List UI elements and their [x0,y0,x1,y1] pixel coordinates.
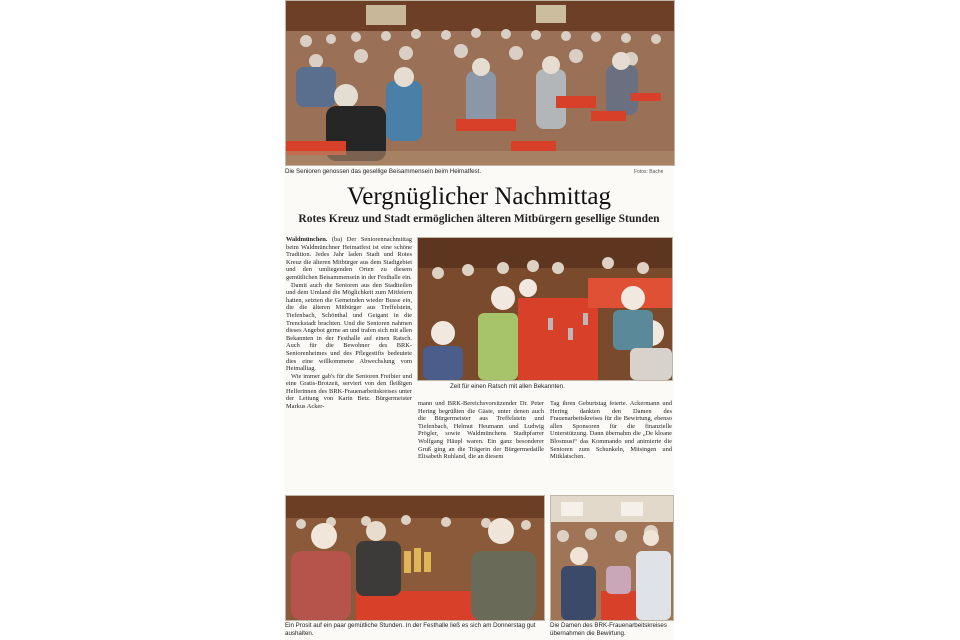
headline: Vergnüglicher Nachmittag [346,183,612,210]
bottom-left-photo [285,495,545,621]
column-2-text: mann und BRK-Bereichsvorsitzender Dr. Peter Hering begrüßten die Gäste, unter denen auch die Bürgermeister aus Treffelstein und Tiefenbach, Helmut Heumann und Ludwig Prögler, sowie Waldmünchens Stadtpfarrer Wolfgang Häupl waren. Ein ganz besonderer Gruß ging an die Trägerin der Bürgermedaille Elisabeth Ruhland, die an diesem [418,400,544,461]
photo-credit: Fotos: Bache [634,169,664,175]
article-column-1 [286,236,412,492]
paragraph-1 [286,236,412,282]
bottom-left-caption: Ein Prosit auf ein paar gemütliche Stunden. In der Festhalle ließ es sich am Donnerstag gut aushalten. [285,622,536,637]
paragraph-3: Wie immer gab's für die Senioren Freibier und eine Gratis-Brotzeit, serviert von den fleißigen Helferinnen des BRK-Frauenarbeitskreises unter der Leitung von Karin Betz. Bürgermeister Markus Acker- [286,372,412,411]
column-3-text: Tag ihren Geburtstag feierte. Ackermann und Hering dankten den Damen des Frauenarbeitskreises für die Bewirtung, ebenso allen Sponsoren für die finanzielle Unterstützung. Dann übernahm die „De kloane Blosmusi“ das Kommando und animierte die Senioren zum Schunkeln, Mitsingen und Mitklatschen. [550,400,672,461]
paragraph-1-text: (ba) Der Seniorennachmittag beim Waldmünchner Heimatfest ist eine schöne Tradition. Jedes Jahr laden Stadt und Rotes Kreuz die älteren Mitbürger aus dem Stadtgebiet und den umliegenden Orten zu diesem gemütlichen Beisammensein in der Festhalle ein. [286,236,412,281]
newspaper-page [284,0,674,640]
article-column-2 [418,400,544,492]
dateline: Waldmünchen. [286,236,328,243]
bottom-right-photo [550,495,674,621]
subheadline: Rotes Kreuz und Stadt ermöglichen älteren Mitbürgern gesellige Stunden [298,213,660,225]
article-column-3 [550,400,672,492]
paragraph-2: Damit auch die Senioren aus den Stadtteilen und dem Umland die Möglichkeit zum Mitfeiern hatten, setzten die Gemeinden wieder Busse ein, die die älteren Mitbürger aus Treffelstein, Tiefenbach, Schönthal und Geigant in die Trenckstadt brachten. Und die Senioren nahmen dieses Angebot gerne an und trafen sich mit allen Bekannten in der Festhalle auf einen Ratsch. Auch für die Bewohner des BRK-Seniorenheimes und des Pflegestifts bedeutete dies eine willkommene Abwechslung vom Heimalltag. [286,281,412,373]
middle-photo-caption: Zeit für einen Ratsch mit allen Bekannten. [450,383,565,390]
middle-photo [417,237,673,381]
top-photo [285,0,675,166]
bottom-right-caption: Die Damen des BRK-Frauenarbeitskreises übernahmen die Bewirtung. [550,622,667,637]
top-photo-caption: Die Senioren genossen das gesellige Beisammensein beim Heimatfest. [285,168,482,175]
